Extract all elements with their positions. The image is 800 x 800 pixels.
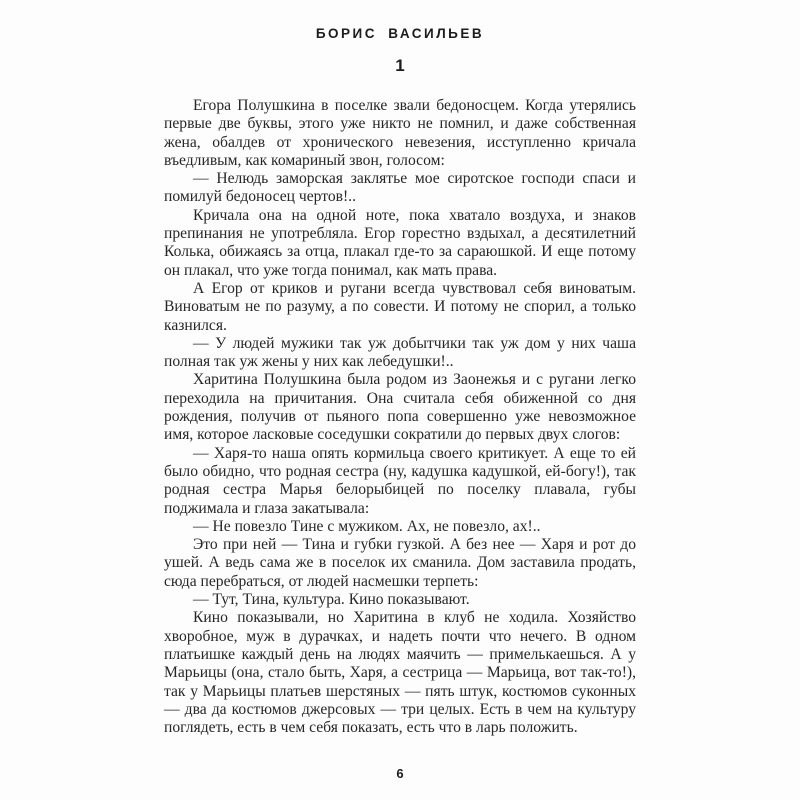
paragraph: — Не повезло Тине с мужиком. Ах, не повезло, ах!.. (193, 517, 541, 535)
page-body (164, 97, 636, 737)
paragraph: Егора Полушкина в поселке звали бедоносцем. Когда утерялись первые две буквы, этого уже никто не помнил, и даже собственная жена, обалдев от хронического невезения, исступленно кричала въедливым, как комариный звон, голосом: (164, 97, 636, 169)
paragraph: Это при ней — Тина и губки гузкой. А без нее — Харя и рот до ушей. А ведь сама же в поселок их сманила. Дом заставила продать, сюда перебраться, от людей насмешки терпеть: (164, 536, 636, 590)
chapter-number: 1 (395, 56, 405, 75)
paragraph: — Харя-то наша опять кормильца своего критикует. А еще то ей было обидно, что родная сестра (ну, кадушка кадушкой, ей-богу!), так родная сестра Марья белорыбицей по поселку плавала, губы поджимала и глаза закатывала: (164, 444, 636, 517)
author-heading: БОРИС ВАСИЛЬЕВ (315, 26, 485, 41)
paragraph: Кино показывали, но Харитина в клуб не ходила. Хозяйство хворобное, муж в дурачках, и надеть почти что нечего. В одном платьишке каждый день на людях маячить — примелькаешься. А у Марьицы (она, стало быть, Харя, а сестрица — Марьица, вот так-то!), так у Марьицы платьев шерстяных — пять штук, костюмов суконных — два да костюмов джерсовых — три целых. Есть в чем на культуру поглядеть, есть в чем себя показать, есть что в ларь положить. (164, 609, 636, 737)
paragraph: — У людей мужики так уж добытчики так уж дом у них чаша полная так уж жены у них как лебедушки!.. (164, 334, 636, 371)
paragraph: — Тут, Тина, культура. Кино показывают. (193, 591, 470, 609)
paragraph: — Нелюдь заморская заклятье мое сиротское господи спаси и помилуй бедоносец чертов!.. (164, 170, 636, 206)
paragraph: Кричала она на одной ноте, пока хватало воздуха, и знаков препинания не употребляла. Егор горестно вздыхал, а десятилетний Колька, обижаясь за отца, плакал где-то за сараюшкой. И еще потому он плакал, что уже тогда понимал, как мать права. (164, 206, 636, 279)
paragraph: А Егор от криков и ругани всегда чувствовал себя виноватым. Виноватым не по разуму, а по совести. И потому не спорил, а только казнился. (164, 279, 636, 334)
paragraph: Харитина Полушкина была родом из Заонежья и с ругани легко переходила на причитания. Она считала себя обиженной со дня рождения, получив от пьяного попа совершенно уже невозможное имя, которое ласковые соседушки сократили до первых двух слогов: (164, 371, 636, 444)
page-number: 6 (396, 766, 404, 781)
